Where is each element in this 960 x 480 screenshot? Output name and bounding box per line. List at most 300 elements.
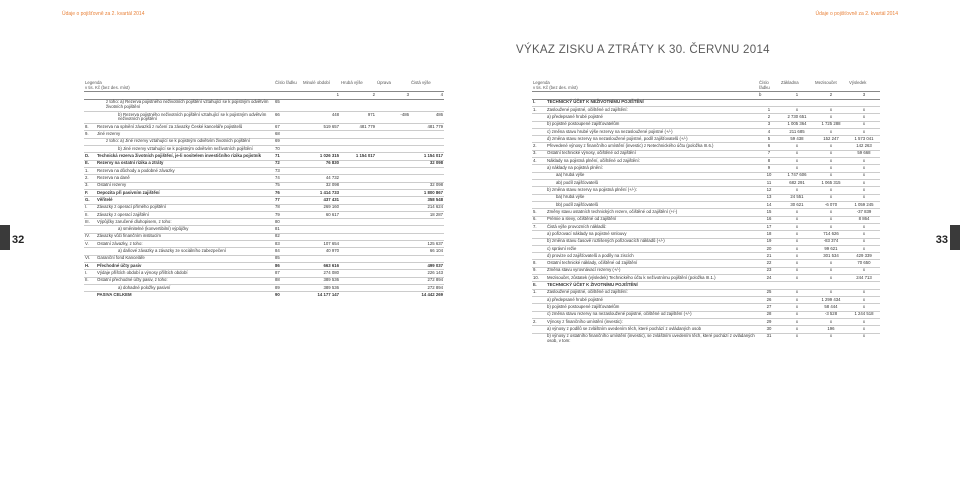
subtotal-value: -3 528 (814, 311, 848, 318)
base-value: x (780, 216, 814, 223)
table-row (532, 238, 880, 245)
table-row (84, 255, 444, 262)
row-number (758, 99, 780, 106)
row-label: Výnosy z finančního umístění (investic): (546, 318, 758, 325)
row-label: b) Jiné rezervy vztahující se k pojistným odvětvím neživotních pojištění (96, 146, 274, 153)
adjustment-value (376, 233, 410, 240)
adjustment-value (376, 131, 410, 138)
row-number: 68 (274, 131, 302, 138)
subtotal-header: Mezisoučet (814, 80, 848, 92)
table-row (84, 189, 444, 196)
base-value: x (780, 165, 814, 172)
base-value: x (780, 326, 814, 333)
base-value: x (780, 106, 814, 113)
subtotal-value: x (814, 333, 848, 345)
base-value: x (780, 311, 814, 318)
result-value: x (848, 304, 880, 311)
row-number: 26 (758, 297, 780, 304)
row-id (84, 138, 96, 145)
net-value (410, 233, 444, 240)
row-id: 10. (532, 275, 546, 282)
base-value: x (780, 333, 814, 345)
previous-period-value: 14 177 147 (302, 292, 340, 299)
row-id (532, 114, 546, 121)
table-row (84, 284, 444, 291)
subtotal-value: 301 534 (814, 253, 848, 260)
adjustment-value (376, 175, 410, 182)
page-title: VÝKAZ ZISKU A ZTRÁTY K 30. ČERVNU 2014 (516, 44, 770, 56)
table-row (532, 136, 880, 143)
gross-value: 971 (340, 111, 376, 123)
net-header: Čistá výše (410, 80, 444, 92)
row-number: 86 (274, 263, 302, 270)
row-number: 1 (758, 106, 780, 113)
row-number: 24 (758, 275, 780, 282)
row-id: 8. (84, 124, 96, 131)
result-value: x (848, 158, 880, 165)
row-id: 2. (84, 175, 96, 182)
row-number: 87 (274, 270, 302, 277)
subtotal-value: x (814, 150, 848, 157)
table-row (532, 311, 880, 318)
row-id: 9. (84, 131, 96, 138)
previous-period-value: 40 970 (302, 248, 340, 255)
row-label: Výpůjčky zaručené dluhopisem, z toho: (96, 219, 274, 226)
column-number: 1 (780, 92, 814, 99)
row-number: 31 (758, 333, 780, 345)
row-number (758, 282, 780, 289)
adjustment-value (376, 189, 410, 196)
result-value: 1 244 518 (848, 311, 880, 318)
row-number: 66 (274, 111, 302, 123)
row-label: a) daňové závazky a závazky ze sociálního zabezpečení (96, 248, 274, 255)
row-number: 82 (274, 233, 302, 240)
previous-period-value: 1 414 733 (302, 189, 340, 196)
base-value: 682 291 (780, 180, 814, 187)
net-value (410, 255, 444, 262)
base-value: 1 005 364 (780, 121, 814, 128)
row-id: I. (532, 99, 546, 106)
row-number: 72 (274, 160, 302, 167)
row-number: 85 (274, 255, 302, 262)
row-id: I. (84, 270, 96, 277)
table-row (532, 99, 880, 106)
subtotal-value: x (814, 106, 848, 113)
row-id: H. (84, 263, 96, 270)
column-number: 1 (302, 92, 340, 99)
right-page-side-bar (950, 225, 960, 250)
row-number: 83 (274, 241, 302, 248)
table-row (532, 231, 880, 238)
legend-header (84, 80, 274, 92)
previous-period-value: 389 536 (302, 277, 340, 284)
previous-period-value: 76 830 (302, 160, 340, 167)
row-id (84, 248, 96, 255)
result-value: x (848, 297, 880, 304)
subtotal-value: x (814, 187, 848, 194)
adjustment-value (376, 99, 410, 111)
adjustment-value (376, 197, 410, 204)
table-row (532, 333, 880, 345)
row-id (532, 238, 546, 245)
subtotal-value: x (814, 275, 848, 282)
gross-value (340, 292, 376, 299)
row-label: Ostatní rezervy (96, 182, 274, 189)
adjustment-value (376, 160, 410, 167)
row-number: 75 (274, 182, 302, 189)
table-row (532, 216, 880, 223)
table-row (84, 99, 444, 111)
result-value: 142 263 (848, 143, 880, 150)
base-value (780, 282, 814, 289)
base-value: 2 730 651 (780, 114, 814, 121)
row-label: Ostatní technické náklady, očištěné od zajištění (546, 260, 758, 267)
previous-period-value (302, 255, 340, 262)
row-id (532, 136, 546, 143)
row-number: 13 (758, 194, 780, 201)
table-row (532, 282, 880, 289)
base-value: x (780, 231, 814, 238)
gross-value (340, 160, 376, 167)
row-id (84, 146, 96, 153)
adjustment-value (376, 292, 410, 299)
row-label: ba) hrubá výše (546, 194, 758, 201)
table-row (84, 111, 444, 123)
table-row (532, 128, 880, 135)
row-id (532, 187, 546, 194)
result-value: x (848, 318, 880, 325)
previous-period-value: 663 616 (302, 263, 340, 270)
table-row (532, 172, 880, 179)
table-row (532, 143, 880, 150)
row-number: 25 (758, 289, 780, 296)
net-value (410, 219, 444, 226)
gross-value (340, 175, 376, 182)
net-value (410, 167, 444, 174)
gross-value (340, 131, 376, 138)
gross-value (340, 277, 376, 284)
previous-period-value: 437 431 (302, 197, 340, 204)
subtotal-value: 58 444 (814, 304, 848, 311)
subtotal-value (814, 99, 848, 106)
subtotal-value: x (814, 114, 848, 121)
result-value (848, 99, 880, 106)
row-number: 8 (758, 158, 780, 165)
net-value: 214 624 (410, 204, 444, 211)
row-number: 12 (758, 187, 780, 194)
adjustment-value (376, 167, 410, 174)
previous-period-value (302, 233, 340, 240)
table-row (532, 121, 880, 128)
table-row (84, 241, 444, 248)
row-label: d) provize od zajišťovatelů a podíly na ziscích (546, 253, 758, 260)
table-row (84, 124, 444, 131)
subtotal-value: 1 299 434 (814, 297, 848, 304)
previous-period-value (302, 219, 340, 226)
row-label: Rezerva na důchody a podobné závazky (96, 167, 274, 174)
row-label: a) směnitelné (konvertibilní) výpůjčky (96, 226, 274, 233)
row-id: F. (84, 189, 96, 196)
gross-value (340, 204, 376, 211)
row-number: 90 (274, 292, 302, 299)
row-id: II. (84, 277, 96, 284)
row-label: PASIVA CELKEM (96, 292, 274, 299)
subtotal-value: x (814, 289, 848, 296)
gross-value (340, 219, 376, 226)
row-label: b) Rezerva pojistného neživotních pojištění vztahující se k pojistným odvětvím neživotních pojištění (96, 111, 274, 123)
table-row (532, 106, 880, 113)
row-label: Jiné rezervy (96, 131, 274, 138)
row-id (532, 326, 546, 333)
table-row (84, 153, 444, 160)
row-id: 9. (532, 267, 546, 274)
result-value: 8 864 (848, 216, 880, 223)
row-id: IV. (84, 233, 96, 240)
result-value (848, 282, 880, 289)
column-number: 3 (376, 92, 410, 99)
row-label: Garanční fond Kanceláře (96, 255, 274, 262)
base-value: 59 438 (780, 136, 814, 143)
row-number: 21 (758, 253, 780, 260)
result-value: x (848, 121, 880, 128)
row-number: 19 (758, 238, 780, 245)
previous-period-value (302, 138, 340, 145)
subtotal-value: x (814, 194, 848, 201)
row-id (532, 165, 546, 172)
profit-and-loss-table (532, 80, 880, 345)
previous-period-value: 107 654 (302, 241, 340, 248)
base-value: x (780, 238, 814, 245)
column-number-row (84, 92, 444, 99)
subtotal-value: x (814, 209, 848, 216)
row-number: 14 (758, 201, 780, 208)
row-number: 11 (758, 180, 780, 187)
result-value: x (848, 165, 880, 172)
row-id (532, 311, 546, 318)
base-value: x (780, 275, 814, 282)
base-value: x (780, 260, 814, 267)
row-label: d) změna stavu rezervy na nezasloužené pojistné, podíl zajišťovatelů (+/-) (546, 136, 758, 143)
table-row (532, 187, 880, 194)
row-number: 15 (758, 209, 780, 216)
row-id: VI. (84, 255, 96, 262)
row-label: Zasloužené pojistné, očištěné od zajištění: (546, 106, 758, 113)
gross-value (340, 263, 376, 270)
net-value (410, 175, 444, 182)
column-number-row (532, 92, 880, 99)
row-number: 17 (758, 223, 780, 230)
subtotal-value (814, 282, 848, 289)
gross-value (340, 197, 376, 204)
net-value: 481 779 (410, 124, 444, 131)
row-label: aa) hrubá výše (546, 172, 758, 179)
row-id: 3. (84, 182, 96, 189)
previous-period-value: 448 (302, 111, 340, 123)
row-id: 8. (532, 260, 546, 267)
table-header-row (532, 80, 880, 92)
table-row (532, 194, 880, 201)
table-row (532, 297, 880, 304)
running-header-left: Údaje o pojišťovně za 2. kvartál 2014 (62, 11, 145, 17)
table-row (84, 219, 444, 226)
net-value (410, 226, 444, 233)
base-value: 30 621 (780, 201, 814, 208)
adjustment-value (376, 241, 410, 248)
row-id: 3. (532, 150, 546, 157)
table-row (532, 267, 880, 274)
subtotal-value: x (814, 172, 848, 179)
gross-value (340, 99, 376, 111)
net-value: 1 800 867 (410, 189, 444, 196)
net-value: 272 894 (410, 284, 444, 291)
base-value (780, 99, 814, 106)
row-id: G. (84, 197, 96, 204)
adjustment-header: Úprava (376, 80, 410, 92)
table-row (532, 209, 880, 216)
result-value: x (848, 223, 880, 230)
table-row (532, 318, 880, 325)
base-header: Základna (780, 80, 814, 92)
adjustment-value: -486 (376, 111, 410, 123)
row-id: 6. (532, 216, 546, 223)
previous-period-value: 519 657 (302, 124, 340, 131)
row-label: Zasloužené pojistné, očištěné od zajištění: (546, 289, 758, 296)
row-number: 10 (758, 172, 780, 179)
result-value: 70 650 (848, 260, 880, 267)
row-number: 69 (274, 138, 302, 145)
base-value: x (780, 318, 814, 325)
row-id: 1. (84, 167, 96, 174)
net-value: 14 442 269 (410, 292, 444, 299)
row-label: c) změna stavu hrubé výše rezervy na nezasloužené pojistné (+/-) (546, 128, 758, 135)
table-row (532, 165, 880, 172)
gross-header: Hrubá výše (340, 80, 376, 92)
row-number: 22 (758, 260, 780, 267)
adjustment-value (376, 146, 410, 153)
net-value (410, 146, 444, 153)
gross-value (340, 241, 376, 248)
row-number-header: Číslo řádku (758, 80, 780, 92)
row-id: 1. (532, 289, 546, 296)
gross-value (340, 138, 376, 145)
adjustment-value (376, 211, 410, 218)
adjustment-value (376, 270, 410, 277)
table-row (532, 304, 880, 311)
row-id: E. (84, 160, 96, 167)
result-value: x (848, 238, 880, 245)
table-row (84, 160, 444, 167)
adjustment-value (376, 182, 410, 189)
result-value: x (848, 114, 880, 121)
row-number-header: Číslo řádku (274, 80, 302, 92)
row-number: 76 (274, 189, 302, 196)
row-number: 80 (274, 219, 302, 226)
row-label: Závazky vůči finančním institucím (96, 233, 274, 240)
previous-period-value (302, 167, 340, 174)
previous-period-value: 44 732 (302, 175, 340, 182)
row-number: 77 (274, 197, 302, 204)
net-value (410, 131, 444, 138)
base-value: x (780, 304, 814, 311)
base-value: 24 551 (780, 194, 814, 201)
result-value: x (848, 231, 880, 238)
row-number: 78 (274, 204, 302, 211)
column-number-spacer (84, 92, 302, 99)
row-number: 79 (274, 211, 302, 218)
row-number: 16 (758, 216, 780, 223)
adjustment-value (376, 219, 410, 226)
gross-value (340, 284, 376, 291)
net-value: 66 104 (410, 248, 444, 255)
table-row (84, 248, 444, 255)
row-label: Výdaje příštích období a výnosy příštích období (96, 270, 274, 277)
row-id (84, 284, 96, 291)
result-value: 59 668 (848, 150, 880, 157)
base-value: x (780, 253, 814, 260)
table-row (532, 150, 880, 157)
result-value: x (848, 333, 880, 345)
result-value: x (848, 245, 880, 252)
base-value: 211 685 (780, 128, 814, 135)
row-label: Čistá výše provozních nákladů: (546, 223, 758, 230)
subtotal-value: x (814, 216, 848, 223)
row-label: a) předepsané hrubé pojistné (546, 114, 758, 121)
gross-value (340, 226, 376, 233)
row-number: 81 (274, 226, 302, 233)
row-number: 7 (758, 150, 780, 157)
row-label: Ostatní přechodné účty pasiv, z toho: (96, 277, 274, 284)
subtotal-value: -83 374 (814, 238, 848, 245)
table-row (84, 292, 444, 299)
previous-period-header: Minulé období (302, 80, 340, 92)
table-row (84, 138, 444, 145)
gross-value (340, 167, 376, 174)
column-number: 2 (340, 92, 376, 99)
subtotal-value: x (814, 158, 848, 165)
previous-period-value: 32 098 (302, 182, 340, 189)
row-id (532, 333, 546, 345)
net-value: 32 098 (410, 182, 444, 189)
adjustment-value (376, 255, 410, 262)
result-value: 1 573 041 (848, 136, 880, 143)
table-row (532, 114, 880, 121)
row-number: 20 (758, 245, 780, 252)
row-label: Depozita při pasivním zajištění (96, 189, 274, 196)
base-value: x (780, 289, 814, 296)
row-id: D. (84, 153, 96, 160)
row-number: 88 (274, 277, 302, 284)
table-row (532, 223, 880, 230)
net-value: 358 548 (410, 197, 444, 204)
previous-period-value: 60 617 (302, 211, 340, 218)
net-value: 32 098 (410, 160, 444, 167)
base-value: x (780, 187, 814, 194)
subtotal-value: 1 065 315 (814, 180, 848, 187)
subtotal-value: 714 626 (814, 231, 848, 238)
row-id (532, 297, 546, 304)
row-id: II. (84, 211, 96, 218)
row-label: c) správní režie (546, 245, 758, 252)
row-number: 67 (274, 124, 302, 131)
gross-value (340, 255, 376, 262)
row-id: 4. (532, 158, 546, 165)
base-value: x (780, 209, 814, 216)
result-value: x (848, 180, 880, 187)
table-row (84, 197, 444, 204)
row-id (532, 128, 546, 135)
column-number: 4 (410, 92, 444, 99)
row-label: ab) podíl zajišťovatelů (546, 180, 758, 187)
